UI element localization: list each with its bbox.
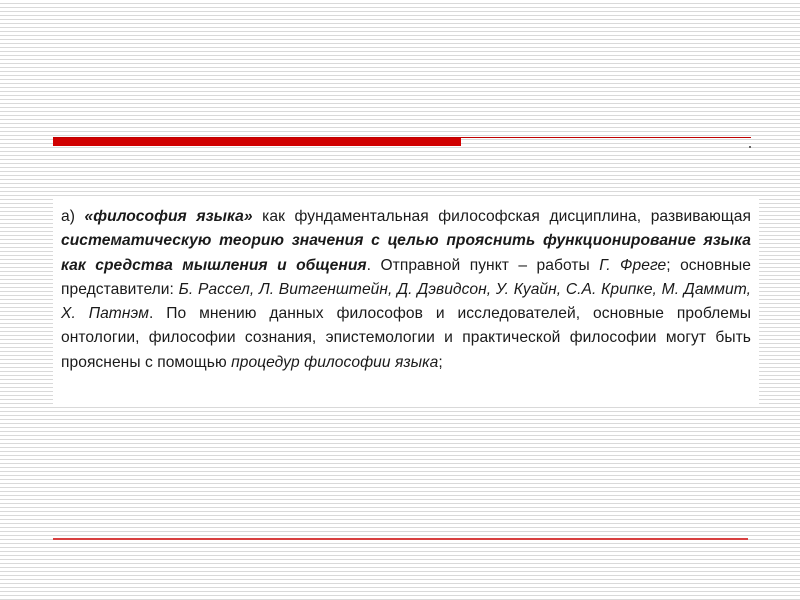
text-segment: . Отправной пункт – работы (366, 256, 600, 274)
bottom-divider-line (53, 538, 748, 540)
content-text-box (53, 198, 759, 404)
representatives-list: Б. Рассел, Л. Витгенштейн, Д. Дэвидсон, У. Куайн, С.А. Крипке, М. Даммит, Х. Патнэм (61, 280, 751, 323)
term-philosophy-of-language: «философия языка» (84, 208, 253, 225)
text-segment: ; (438, 353, 443, 371)
item-label: а) (61, 208, 85, 225)
definition-paragraph (61, 205, 751, 375)
text-segment: ; основные представители: (61, 256, 752, 298)
corner-marker (749, 146, 751, 148)
text-segment: . По мнению данных философов и исследователей, основные проблемы онтологии, философии сознания, эпистемологии и практической философии могут быть прояснены с помощью (61, 305, 751, 371)
name-frege: Г. Фреге (599, 256, 667, 274)
emphasis-procedures: процедур философии языка (231, 353, 439, 371)
text-segment: как фундаментальная философская дисциплина, развивающая (252, 208, 751, 225)
title-accent-bar (53, 138, 461, 146)
emphasis-systematic-theory: систематическую теорию значения с целью прояснить функционирование языка как средства мышления и общения (61, 232, 751, 274)
